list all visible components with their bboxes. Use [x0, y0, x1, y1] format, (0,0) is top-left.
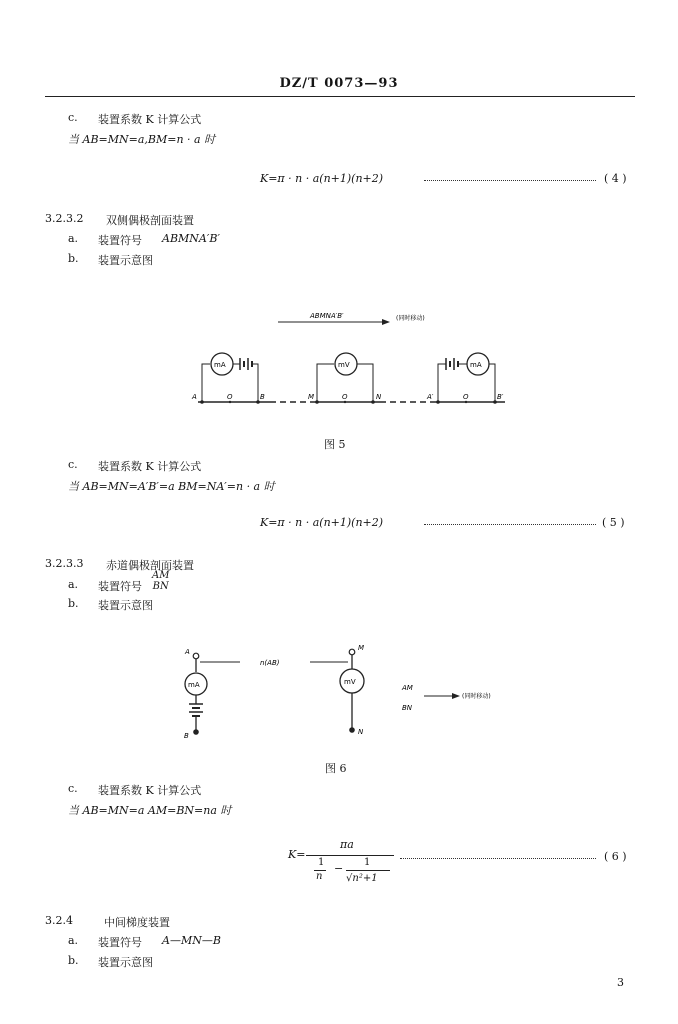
item-b-text: 装置示意图: [98, 254, 153, 267]
point-m: M: [358, 644, 365, 652]
ma-label: mA: [188, 681, 200, 689]
symbol-bottom: BN: [152, 581, 169, 592]
k-numerator: πa: [340, 838, 354, 851]
mv-label: mV: [338, 361, 350, 369]
condition-6: 当 AB=MN=a AM=BN=na 时: [68, 804, 232, 817]
condition-4: 当 AB=MN=a,BM=n · a 时: [68, 133, 216, 146]
item-a-label-gradient: a.: [68, 934, 79, 947]
section-number-324: 3.2.4: [45, 914, 73, 927]
item-c-label: c.: [68, 111, 78, 124]
formula-5: K=π · n · a(n+1)(n+2): [260, 516, 384, 529]
section-number-3232: 3.2.3.2: [45, 212, 84, 225]
item-c-text-6: 装置系数 K 计算公式: [98, 784, 202, 797]
dot-leader-4: [424, 180, 596, 181]
item-b-label-eq: b.: [68, 597, 79, 610]
d1-denominator: n: [316, 871, 323, 882]
dot-leader-5: [424, 524, 596, 525]
figure-5-caption: 图 5: [324, 438, 346, 451]
point-b: B: [184, 732, 189, 740]
point-o-2: O: [342, 393, 348, 401]
d2-fraction-bar: [346, 870, 390, 871]
item-a-label: a.: [68, 232, 79, 245]
device-symbol-equatorial: [152, 570, 169, 592]
point-a-prime: A′: [427, 393, 434, 401]
label-bn: BN: [402, 704, 413, 712]
item-a-label-eq: a.: [68, 578, 79, 591]
d2-denominator: √n²+1: [346, 873, 378, 884]
standard-code: DZ/T 0073—93: [279, 76, 399, 91]
point-b-prime: B′: [497, 393, 504, 401]
k-lhs: K=: [288, 848, 306, 861]
d2-numerator: 1: [364, 857, 371, 868]
point-o-1: O: [227, 393, 233, 401]
item-a-text-gradient: 装置符号: [98, 936, 142, 949]
point-a: A: [185, 648, 190, 656]
item-b-text-gradient: 装置示意图: [98, 956, 153, 969]
point-n: N: [376, 393, 382, 401]
symbol-top: AM: [152, 570, 170, 581]
distance-label: n(AB): [260, 659, 280, 667]
figure-6-diagram: [170, 640, 530, 750]
point-o-3: O: [463, 393, 469, 401]
page-number: 3: [617, 976, 624, 989]
item-c-text: 装置系数 K 计算公式: [98, 113, 202, 126]
section-number-3233: 3.2.3.3: [45, 557, 84, 570]
equation-number-5: ( 5 ): [602, 516, 625, 529]
figure-5-diagram: [160, 300, 530, 420]
item-b-text-eq: 装置示意图: [98, 599, 153, 612]
minus-sign: −: [334, 862, 344, 875]
ma-label-left: mA: [214, 361, 226, 369]
item-c-text-5: 装置系数 K 计算公式: [98, 460, 202, 473]
point-a: A: [192, 393, 197, 401]
mv-label: mV: [344, 678, 356, 686]
item-c-label-6: c.: [68, 782, 78, 795]
section-title-324: 中间梯度装置: [104, 916, 170, 929]
item-a-text: 装置符号: [98, 234, 142, 247]
move-note: (同时移动): [396, 315, 425, 322]
figure-6-caption: 图 6: [325, 762, 347, 775]
label-am: AM: [402, 684, 413, 692]
move-note: (同时移动): [462, 693, 491, 700]
device-symbol-gradient: A—MN—B: [162, 934, 221, 947]
equation-number-4: ( 4 ): [604, 172, 627, 185]
item-a-text-eq: 装置符号: [98, 580, 142, 593]
header-rule: [45, 96, 635, 97]
equation-number-6: ( 6 ): [604, 850, 627, 863]
point-n: N: [358, 728, 364, 736]
d1-numerator: 1: [318, 857, 325, 868]
device-symbol-dipole: ABMNA′B′: [162, 232, 220, 245]
point-m: M: [308, 393, 315, 401]
item-c-label-5: c.: [68, 458, 78, 471]
item-b-label-gradient: b.: [68, 954, 79, 967]
arrow-label: ABMNA′B′: [310, 312, 344, 320]
item-b-label: b.: [68, 252, 79, 265]
ma-label-right: mA: [470, 361, 482, 369]
dot-leader-6: [400, 858, 596, 859]
section-title-3232: 双侧偶极剖面装置: [106, 214, 194, 227]
condition-5: 当 AB=MN=A′B′=a BM=NA′=n · a 时: [68, 480, 275, 493]
section-title-3233: 赤道偶极剖面装置: [106, 559, 194, 572]
formula-4: K=π · n · a(n+1)(n+2): [260, 172, 384, 185]
point-b: B: [260, 393, 265, 401]
main-fraction-bar: [306, 855, 394, 856]
